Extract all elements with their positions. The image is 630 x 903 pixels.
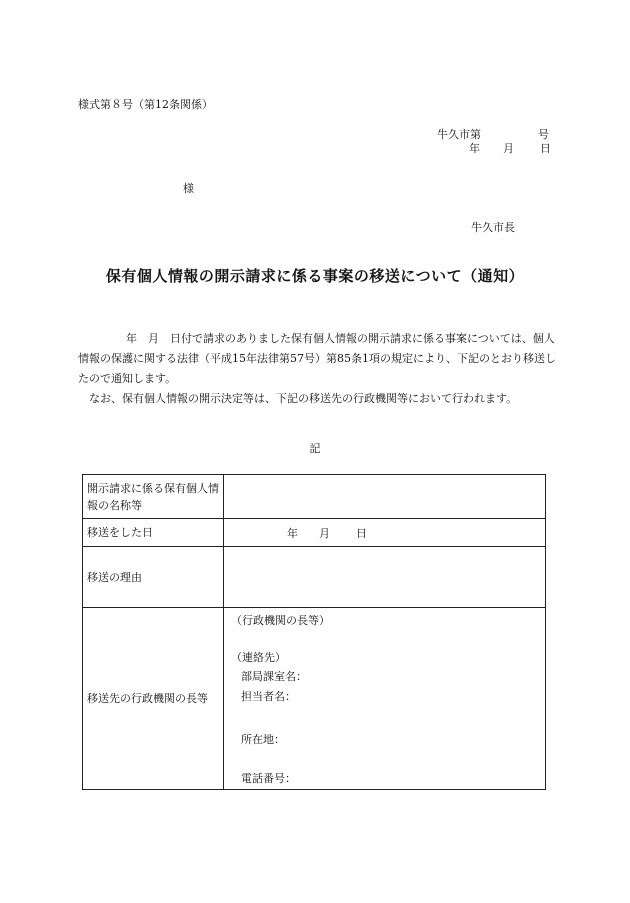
form-label: 様式第８号（第12条関係） [78,98,213,111]
addressee-suffix: 様 [183,182,194,195]
destination-address: 所在地： [241,733,285,746]
row-label-destination: 移送先の行政機関の長等 [83,608,224,790]
body-paragraph-1: 年 月 日付で請求のありました保有個人情報の開示請求に係る事案については、個人情報の保護に関する法律（平成15年法律第57号）第85条1項の規定により、下記のとおり移送したので通知します。 [78,332,556,385]
table-row [83,547,546,608]
row-value-transfer-date [224,519,546,547]
details-table [82,474,546,790]
transfer-date-year: 年 [287,526,298,540]
issue-date-year: 年 [469,142,480,155]
body-text [78,329,558,409]
issue-date-day: 日 [540,142,551,155]
issuer-number-suffix: 号 [538,128,549,141]
destination-person: 担当者名： [241,690,296,703]
table-row [83,475,546,519]
row-value-info-name [224,475,546,519]
destination-department: 部局課室名： [241,670,307,683]
body-paragraph-2: なお、保有個人情報の開示決定等は、下記の移送先の行政機関等において行われます。 [89,392,518,405]
transfer-date-month: 月 [319,526,330,540]
issue-date [469,140,551,156]
row-label-info-name: 開示請求に係る保有個人情報の名称等 [83,475,224,519]
document-title: 保有個人情報の開示請求に係る事案の移送について（通知） [105,267,525,285]
sender: 牛久市長 [471,221,515,234]
ki-heading: 記 [309,442,321,455]
row-label-reason: 移送の理由 [83,547,224,608]
row-value-destination [224,608,546,790]
row-value-reason [224,547,546,608]
destination-contact: （連絡先） [231,651,286,664]
issuer-number-prefix: 牛久市第 [437,128,481,141]
destination-head: （行政機関の長等） [231,614,330,627]
row-label-transfer-date: 移送をした日 [83,519,224,547]
destination-phone: 電話番号： [241,772,296,785]
transfer-date-day: 日 [356,526,367,540]
issue-date-month: 月 [503,142,514,155]
destination-block [224,608,545,789]
table-row [83,519,546,547]
table-row [83,608,546,790]
